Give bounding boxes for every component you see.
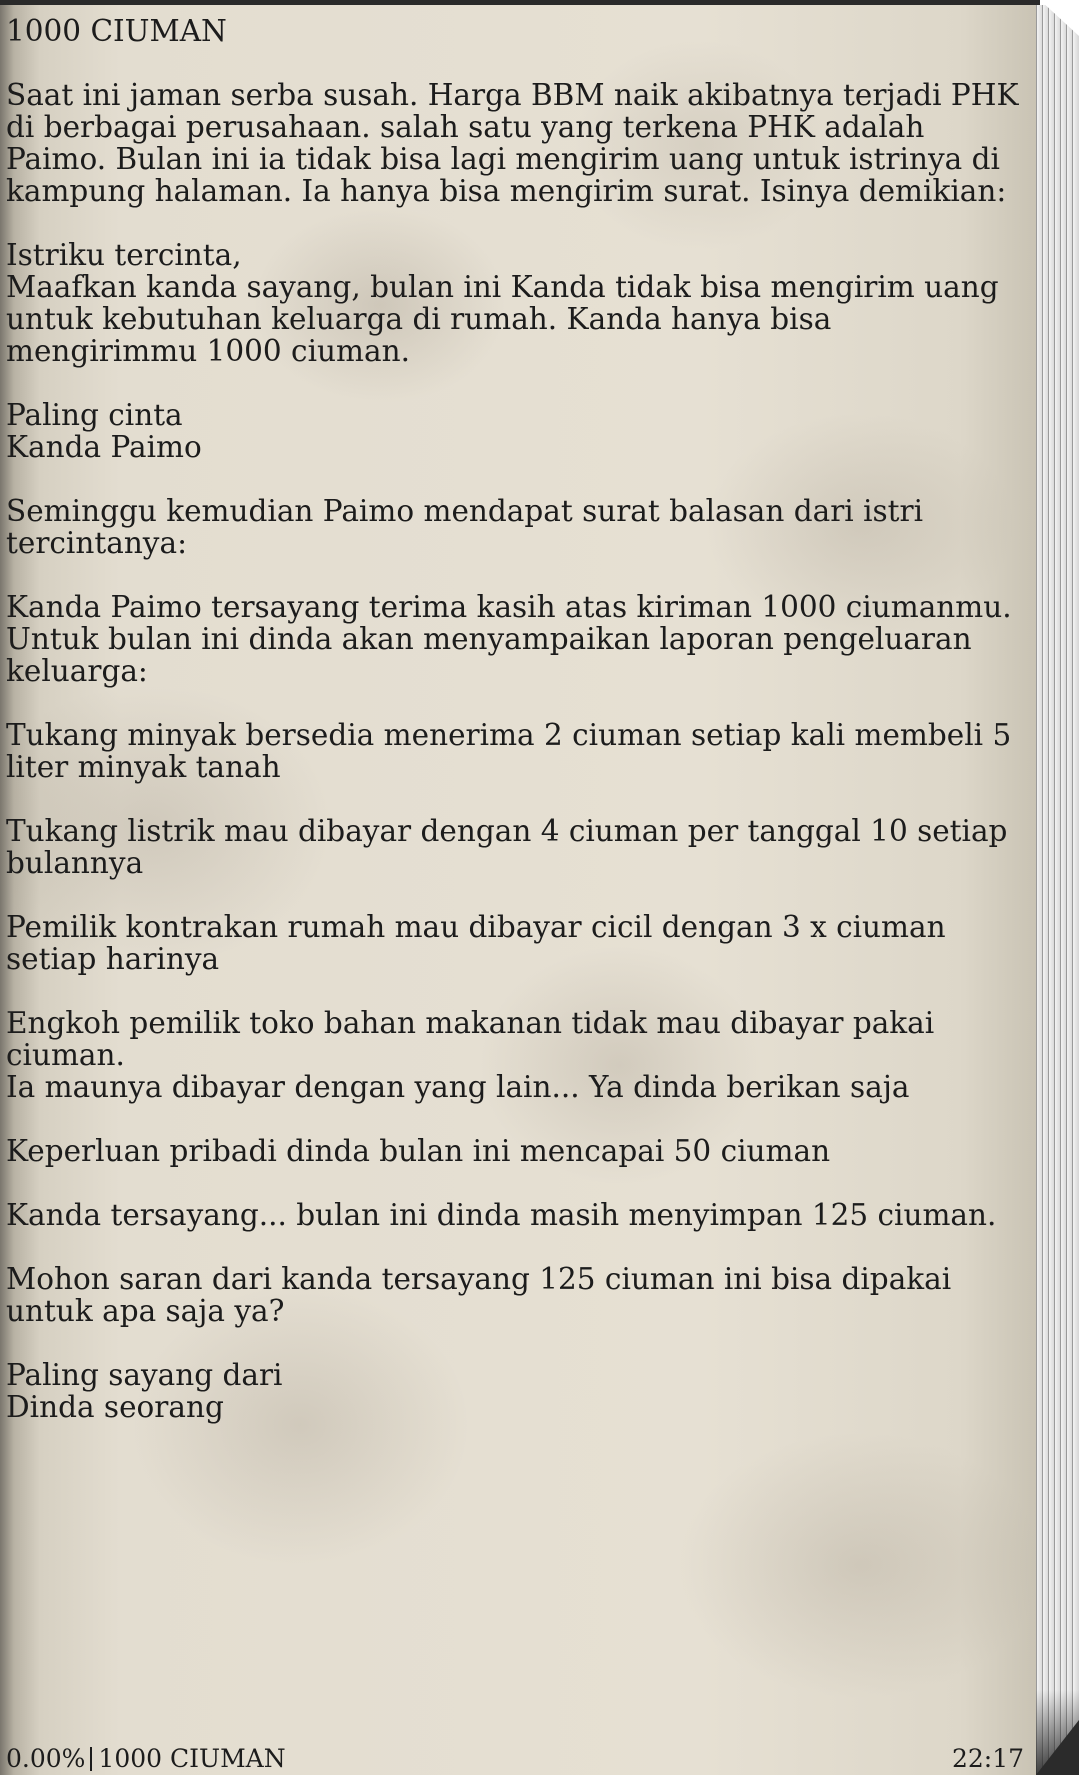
paragraph	[6, 1263, 1026, 1327]
paragraph-line: Mohon saran dari kanda tersayang 125 ciuman ini bisa dipakai untuk apa saja ya?	[6, 1262, 952, 1328]
paragraph-line: Ia maunya dibayar dengan yang lain... Ya dinda berikan saja	[6, 1070, 910, 1104]
paragraph-line: Tukang listrik mau dibayar dengan 4 ciuman per tanggal 10 setiap bulannya	[6, 814, 1008, 880]
paragraph-line: Maafkan kanda sayang, bulan ini Kanda tidak bisa mengirim uang untuk kebutuhan keluarga di rumah. Kanda hanya bisa mengirimmu 1000 ciuman.	[6, 270, 999, 368]
reading-progress	[6, 1743, 286, 1775]
paragraph-line: Seminggu kemudian Paimo mendapat surat balasan dari istri tercintanya:	[6, 494, 924, 560]
paragraph	[6, 1007, 1026, 1103]
paragraph	[6, 239, 1026, 367]
parchment-page[interactable]	[0, 5, 1036, 1775]
book-title: 1000 CIUMAN	[6, 14, 227, 48]
paragraph-line: Keperluan pribadi dinda bulan ini mencapai 50 ciuman	[6, 1134, 831, 1168]
paragraph	[6, 719, 1026, 783]
footer-separator	[90, 1747, 92, 1771]
paragraph-line: Paling cinta	[6, 398, 183, 432]
progress-percent: 0.00%	[6, 1744, 86, 1773]
paragraph	[6, 1135, 1026, 1167]
chapter-title: 1000 CIUMAN	[98, 1744, 286, 1773]
page-edge	[1072, 5, 1079, 1775]
paragraph	[6, 815, 1026, 879]
page-text	[6, 15, 1026, 1455]
page-stack-edges	[1036, 5, 1079, 1775]
paragraph-line: Kanda tersayang... bulan ini dinda masih menyimpan 125 ciuman.	[6, 1198, 997, 1232]
paragraph	[6, 495, 1026, 559]
paragraph-line: Pemilik kontrakan rumah mau dibayar cicil dengan 3 x ciuman setiap harinya	[6, 910, 946, 976]
status-footer	[6, 1743, 1024, 1775]
paragraph	[6, 399, 1026, 463]
paragraph-line: Dinda seorang	[6, 1390, 224, 1424]
paragraph-line: Tukang minyak bersedia menerima 2 ciuman setiap kali membeli 5 liter minyak tanah	[6, 718, 1012, 784]
paragraph	[6, 1359, 1026, 1423]
paragraph	[6, 591, 1026, 687]
clock-time: 22:17	[951, 1744, 1024, 1773]
paragraph-line: Engkoh pemilik toko bahan makanan tidak mau dibayar pakai ciuman.	[6, 1006, 935, 1072]
paragraph-line: Saat ini jaman serba susah. Harga BBM naik akibatnya terjadi PHK di berbagai perusahaan. salah satu yang terkena PHK adalah Paimo. Bulan ini ia tidak bisa lagi mengirim uang untuk istrinya di kampung halaman. Ia hanya bisa mengirim surat. Isinya demikian:	[6, 78, 1019, 208]
paragraph-line: Istriku tercinta,	[6, 238, 242, 272]
paragraph	[6, 1199, 1026, 1231]
paragraph-line: Untuk bulan ini dinda akan menyampaikan laporan pengeluaran keluarga:	[6, 622, 972, 688]
paragraph	[6, 911, 1026, 975]
paragraph	[6, 79, 1026, 207]
paragraph-line: Kanda Paimo	[6, 430, 202, 464]
paragraph-line: Kanda Paimo tersayang terima kasih atas kiriman 1000 ciumanmu.	[6, 590, 1012, 624]
paragraph-line: Paling sayang dari	[6, 1358, 283, 1392]
